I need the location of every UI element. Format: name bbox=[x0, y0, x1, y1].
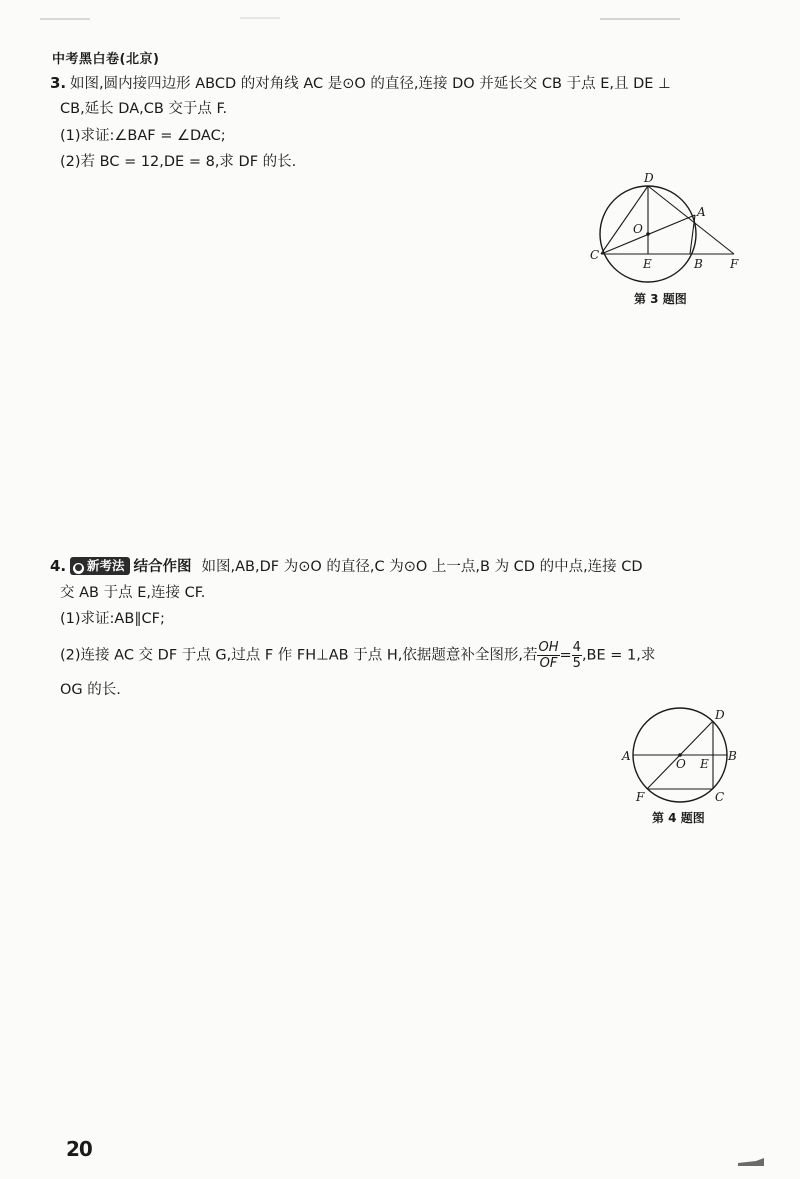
book-title: 中考黑白卷(北京) bbox=[52, 52, 160, 67]
question-4-part-1: (1)求证:AB∥CF; bbox=[60, 611, 165, 627]
label-f: F bbox=[636, 790, 645, 804]
question-4-line-2: 交 AB 于点 E,连接 CF. bbox=[60, 585, 206, 601]
label-e: E bbox=[700, 757, 709, 771]
lightbulb-icon: ● bbox=[74, 563, 83, 573]
center-point bbox=[646, 232, 650, 236]
label-e: E bbox=[643, 257, 652, 271]
page-number: 20 bbox=[66, 1137, 92, 1161]
fraction-oh-of: $\frac{OH}{OF}$ bbox=[538, 640, 559, 671]
question-4-part-2-line-2: OG 的长. bbox=[60, 682, 121, 698]
question-3-part-2: (2)若 BC = 12,DE = 8,求 DF 的长. bbox=[60, 154, 297, 170]
label-c: C bbox=[590, 248, 600, 262]
question-3-figure bbox=[584, 166, 754, 300]
top-edge-shadow bbox=[40, 16, 770, 22]
question-3-part-1: (1)求证:∠BAF = ∠DAC; bbox=[60, 128, 226, 144]
label-b: B bbox=[728, 749, 737, 763]
question-3-figure-caption: 第 3 题图 bbox=[634, 292, 687, 306]
question-4-stem: 如图,AB,DF 为⊙O 的直径,C 为⊙O 上一点,B 为 CD 的中点,连接 CD bbox=[201, 559, 643, 575]
label-d: D bbox=[715, 708, 725, 722]
label-o: O bbox=[633, 222, 643, 236]
question-4-line-1 bbox=[70, 557, 752, 577]
new-method-badge: ● 新考法 bbox=[70, 557, 130, 575]
question-3-number: 3. bbox=[50, 74, 67, 92]
question-4-number: 4. bbox=[50, 557, 67, 575]
label-f: F bbox=[730, 257, 739, 271]
label-a: A bbox=[622, 749, 631, 763]
question-4-tag: 结合作图 bbox=[133, 559, 192, 575]
question-4-part-2: (2)连接 AC 交 DF 于点 G,过点 F 作 FH⊥AB 于点 H,依据题意补全图形,若 $\frac{OH}{OF}$ = $\frac{4}{5}$ ,BE = 1,求 bbox=[60, 640, 656, 671]
label-d: D bbox=[644, 171, 654, 185]
question-3-line-2: CB,延长 DA,CB 交于点 F. bbox=[60, 101, 228, 117]
label-b: B bbox=[694, 257, 703, 271]
question-4-figure bbox=[616, 700, 746, 810]
question-4-figure-caption: 第 4 题图 bbox=[652, 811, 705, 825]
page-corner-mark bbox=[738, 1158, 764, 1166]
label-a: A bbox=[697, 205, 706, 219]
label-c: C bbox=[715, 790, 725, 804]
fraction-4-5: $\frac{4}{5}$ bbox=[572, 640, 581, 671]
label-o: O bbox=[676, 757, 686, 771]
question-3-line-1: 如图,圆内接四边形 ABCD 的对角线 AC 是⊙O 的直径,连接 DO 并延长交 CB 于点 E,且 DE ⊥ bbox=[70, 76, 671, 92]
